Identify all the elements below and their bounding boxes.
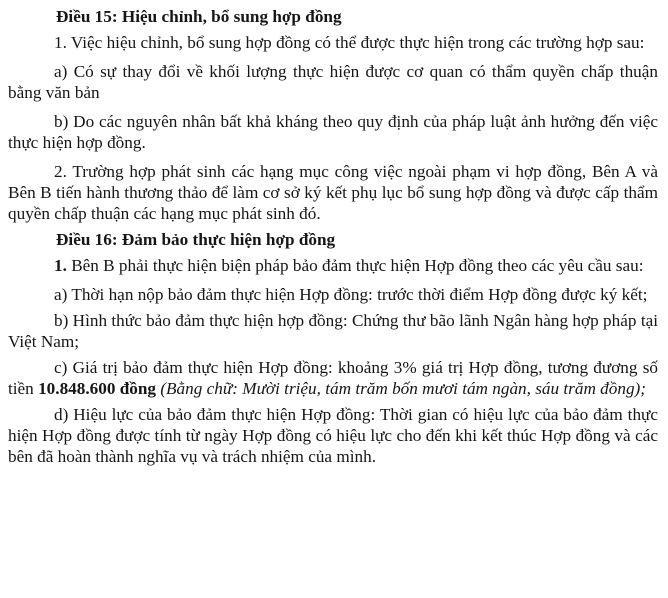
guarantee-amount: 10.848.600 đồng: [38, 379, 157, 398]
article-16-clause-1-text: Bên B phải thực hiện biện pháp bảo đảm thực hiện Hợp đồng theo các yêu cầu sau:: [66, 256, 644, 275]
article-16-clause-1c-text: c) Giá trị bảo đảm thực hiện Hợp đồng: khoảng 3% giá trị Hợp đồng, tương đương số tiền: [8, 358, 658, 398]
article-16-clause-1d: d) Hiệu lực của bảo đảm thực hiện Hợp đồng: Thời gian có hiệu lực của bảo đảm thực hiện Hợp đồng được tính từ ngày Hợp đồng có hiệu lực cho đến khi kết thúc Hợp đồng và các bên đã hoàn thành nghĩa vụ và trách nhiệm của mình.: [8, 405, 658, 466]
article-16-title: Điều 16: Đảm bảo thực hiện hợp đồng: [56, 230, 336, 249]
article-16-clause-1c: [8, 357, 658, 399]
article-15-title: Điều 15: Hiệu chỉnh, bổ sung hợp đồng: [56, 7, 342, 26]
article-16-clause-1: [8, 255, 658, 276]
article-15-clause-2: 2. Trường hợp phát sinh các hạng mục công việc ngoài phạm vi hợp đồng, Bên A và Bên B tiến hành thương thảo để làm cơ sở ký kết phụ lục bổ sung hợp đồng và được cấp thẩm quyền chấp thuận các hạng mục phát sinh đó.: [8, 162, 658, 223]
article-16-clause-1-number: 1.: [54, 256, 67, 275]
article-15-clause-1a: a) Có sự thay đổi về khối lượng thực hiện được cơ quan có thẩm quyền chấp thuận bằng văn bản: [8, 62, 658, 102]
article-15-clause-1b: b) Do các nguyên nhân bất khả kháng theo quy định của pháp luật ảnh hưởng đến việc thực hiện hợp đồng.: [8, 112, 658, 152]
article-16-clause-1b: b) Hình thức bảo đảm thực hiện hợp đồng: Chứng thư bão lãnh Ngân hàng hợp pháp tại Việt Nam;: [8, 311, 658, 351]
guarantee-amount-in-words: (Bằng chữ: Mười triệu, tám trăm bốn mươi tám ngàn, sáu trăm đồng);: [156, 379, 647, 398]
article-15-clause-1: 1. Việc hiệu chỉnh, bổ sung hợp đồng có thể được thực hiện trong các trường hợp sau:: [54, 33, 645, 52]
article-16-clause-1a: a) Thời hạn nộp bảo đảm thực hiện Hợp đồng: trước thời điểm Hợp đồng được ký kết;: [54, 285, 648, 304]
